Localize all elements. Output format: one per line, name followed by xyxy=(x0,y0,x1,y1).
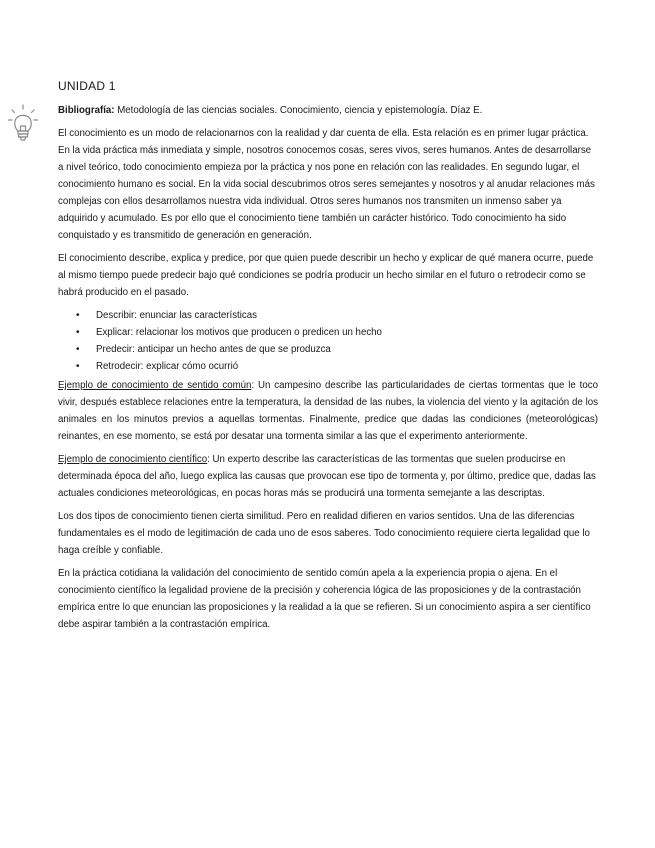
paragraph-validation: En la práctica cotidiana la validación del conocimiento de sentido común apela a la experiencia propia o ajena. En el conocimiento científico la legalidad proviene de la precisión y coherencia lógica de las proposiciones y de la contrastación empírica entre lo que enuncian las proposiciones y la realidad a la que se refieren. Si un conocimiento aspira a ser científico debe aspirar también a la contrastación empírica. xyxy=(58,568,591,630)
list-item: • Describir: enunciar las características xyxy=(58,307,598,324)
example-scientific-text: : Un experto describe las características de las tormentas que suelen producirse en determinada época del año, luego explica las causas que provocan ese tipo de tormenta y, por último, predice que, dadas las actuales condiciones meteorológicas, en pocas horas más se producirá una tormenta semejante a las descriptas. xyxy=(58,454,596,499)
paragraph-differences: Los dos tipos de conocimiento tienen cierta similitud. Pero en realidad difieren en varios sentidos. Una de las diferencias fundamentales es el modo de legitimación de cada uno de esos saberes. Todo conocimiento requiere cierta legalidad que lo haga creíble y confiable. xyxy=(58,511,590,556)
bullet-list xyxy=(58,307,598,375)
document-body xyxy=(58,102,598,639)
bibliography-text: Metodología de las ciencias sociales. Conocimiento, ciencia y epistemología. Díaz E. xyxy=(114,105,483,116)
example-common-sense-text: : Un campesino describe las particularidades de ciertas tormentas que le toco vivir, después establece relaciones entre la temperatura, la densidad de las nubes, la violencia del viento y la agitación de los animales en los minutos previos a aquellas tormentas. Finalmente, predice que dadas las condiciones (meteorológicas) reinantes, en ese momento, se está por desatar una tormenta similar a las que el experimento anteriormente. xyxy=(58,380,598,442)
list-item: • Predecir: anticipar un hecho antes de que se produzca xyxy=(58,341,598,358)
list-item: • Retrodecir: explicar cómo ocurrió xyxy=(58,358,598,375)
example-scientific-label: Ejemplo de conocimiento científico xyxy=(58,454,208,465)
example-common-sense-label: Ejemplo de conocimiento de sentido común xyxy=(58,380,252,391)
list-item: • Explicar: relacionar los motivos que producen o predicen un hecho xyxy=(58,324,598,341)
paragraph-knowledge: El conocimiento es un modo de relacionarnos con la realidad y dar cuenta de ella. Esta relación es en primer lugar práctica. En la vida práctica más inmediata y simple, nosotros conocemos cosas, seres vivos, seres humanos. Antes de desarrollarse a nivel teórico, todo conocimiento empieza por la práctica y nos pone en relación con las realidades. En segundo lugar, el conocimiento humano es social. En la vida social descubrimos otros seres semejantes y nosotros y al anudar relaciones más complejas con ellos desarrollamos nuestra vida individual. Otros seres humanos nos transmiten un inmenso saber ya adquirido y acumulado. Es por ello que el conocimiento tiene también un carácter histórico. Todo conocimiento ha sido conquistado y es transmitido de generación en generación. xyxy=(58,128,595,241)
lightbulb-icon xyxy=(8,104,38,142)
example-scientific xyxy=(58,451,598,502)
bibliography-label: Bibliografía: xyxy=(58,105,115,116)
bibliography-line xyxy=(58,102,598,119)
unit-title: UNIDAD 1 xyxy=(58,79,116,93)
example-common-sense xyxy=(58,377,598,445)
paragraph-describe-explain: El conocimiento describe, explica y predice, por que quien puede describir un hecho y explicar de qué manera ocurre, puede al mismo tiempo puede predecir bajo qué condiciones se podría producir un hecho similar en el futuro o retrodecir como se habrá producido en el pasado. xyxy=(58,253,594,298)
